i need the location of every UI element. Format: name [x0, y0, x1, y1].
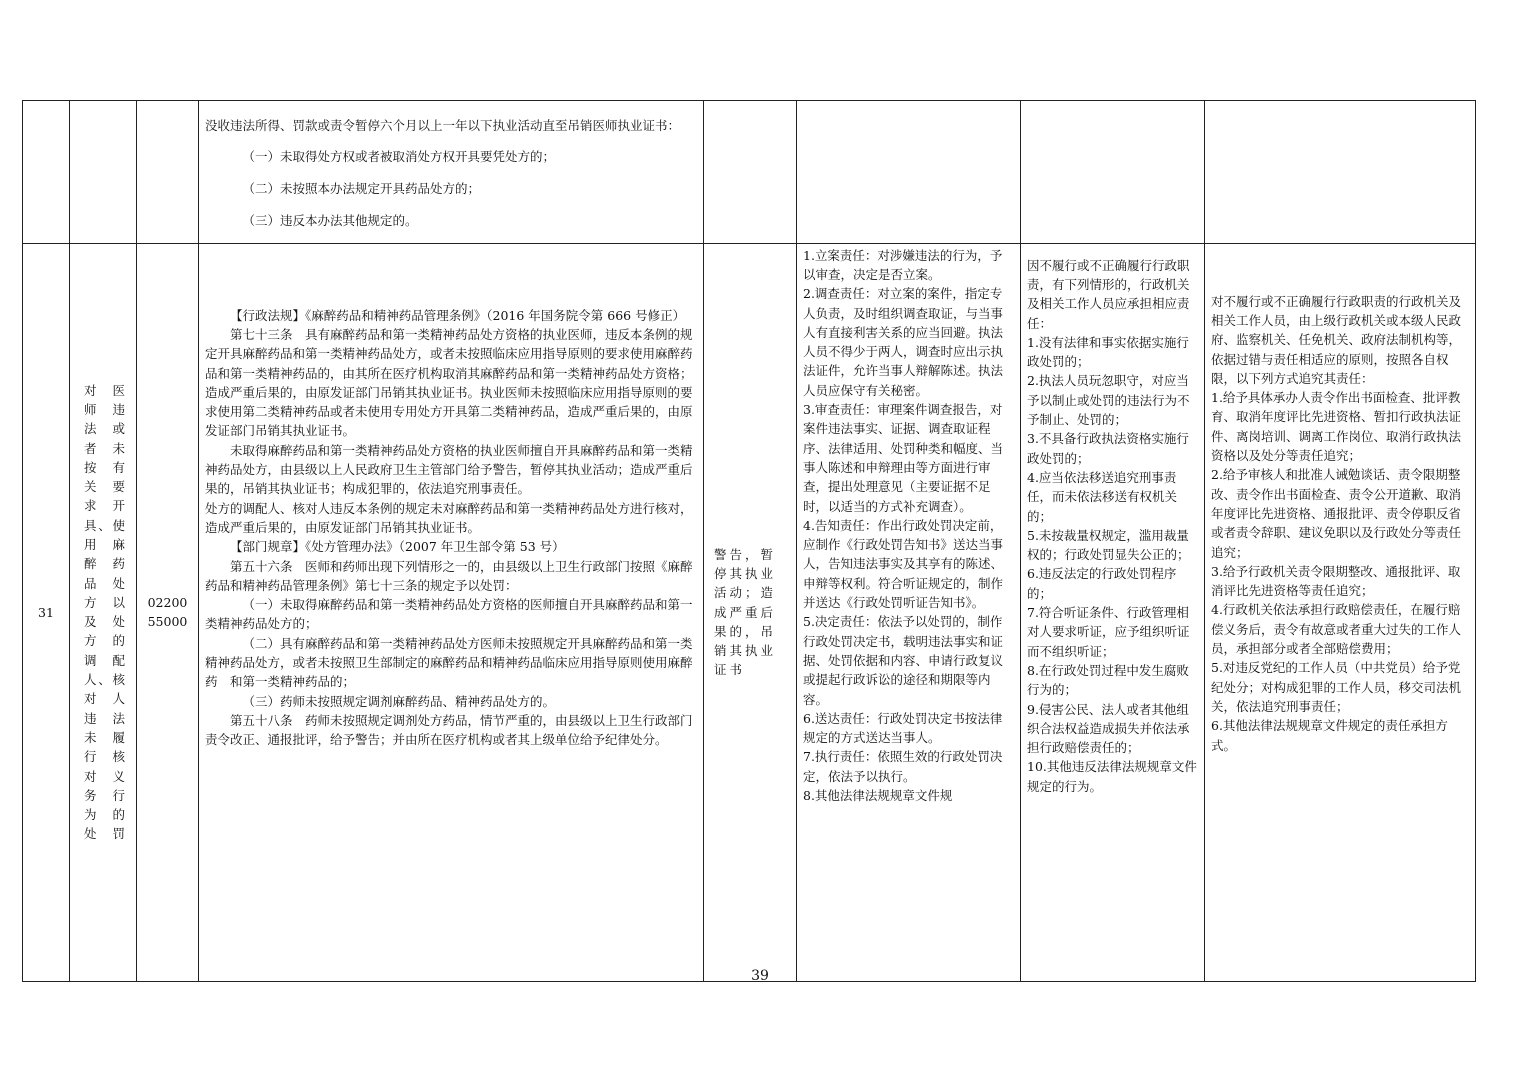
- accountability-item: 9.侵害公民、法人或者其他组织合法权益造成损失并依法承担行政赔偿责任的；: [1027, 701, 1190, 756]
- item-name-line: 具 、 使: [84, 517, 126, 533]
- item-name-line: 为 的: [84, 807, 126, 823]
- item-name: [84, 381, 126, 844]
- item-name-line: 调 配: [84, 652, 126, 668]
- basis-paragraph: （二）未按照本办法规定开具药品处方的；: [242, 181, 481, 197]
- item-name-line: 未 履: [84, 729, 126, 745]
- item-name-line: 品 处: [84, 575, 126, 591]
- basis-paragraph: 【行政法规】《麻醉药品和精神药品管理条例》（2016 年国务院令第 666 号修正）: [230, 307, 686, 323]
- responsibility-item: 2.调查责任：对立案的案件，指定专人负责，及时组织调查取证，与当事人有直接利害关系的应当回避。执法人员不得少于两人，调查时应出示执法证件，允许当事人辩解陈述。执法人员应保守有关秘密。: [803, 286, 1004, 398]
- item-name-line: 用 麻: [84, 537, 126, 552]
- basis-paragraph: （三）药师未按照规定调剂麻醉药品、精神药品处方的。: [242, 693, 556, 709]
- pursuit-item: 1.给予具体承办人责令作出书面检查、批评教育、取消年度评比先进资格、暂扣行政执法证件、离岗培训、调离工作岗位、取消行政执法资格以及处分等责任追究；: [1211, 390, 1462, 464]
- item-name-line: 法 或: [84, 421, 126, 437]
- penalty-text: 警告，暂停其执业活动；造成严重后果的，吊销其执业证书: [714, 546, 777, 678]
- item-name-line: 按 有: [84, 459, 126, 475]
- item-name-line: 求 开: [84, 498, 126, 514]
- item-name-cell: [70, 243, 137, 981]
- accountability-item: 7.符合听证条件、行政管理相对人要求听证，应予组织听证而不组织听证；: [1027, 605, 1190, 659]
- responsibility-item: 7.执行责任：依照生效的行政处罚决定，依法予以执行。: [803, 749, 1003, 784]
- basis-paragraph: 第五十六条 医师和药师出现下列情形之一的，由县级以上卫生行政部门按照《麻醉药品和精神药品管理条例》第七十三条的规定予以处罚：: [205, 558, 693, 593]
- responsibility-item: 4.告知责任：作出行政处罚决定前，应制作《行政处罚告知书》送达当事人，告知违法事实及其享有的陈述、申辩等权利。符合听证规定的，制作并送达《行政处罚听证告知书》。: [803, 517, 1004, 611]
- item-name-line: 人 、 核: [84, 672, 126, 688]
- accountability-item: 3.不具备行政执法资格实施行政处罚的；: [1027, 431, 1189, 466]
- legal-basis-cell: [199, 101, 704, 244]
- pursuit-item: 3.给予行政机关责令限期整改、通报批评、取消评比先进资格等责任追究；: [1211, 563, 1461, 599]
- page-number: 39: [751, 968, 769, 984]
- item-name-line: 醉 药: [84, 556, 126, 572]
- responsibility-item: 8.其他法律法规规章文件规: [803, 788, 953, 803]
- item-name-cell: [70, 101, 137, 244]
- accountability-item: 10.其他违反法律法规规章文件规定的行为。: [1027, 759, 1197, 794]
- pursuit-item: 5.对违反党纪的工作人员（中共党员）给予党纪处分；对构成犯罪的工作人员，移交司法机关，依法追究刑事责任；: [1211, 660, 1462, 714]
- item-code-line: 02200: [147, 594, 188, 610]
- accountability-item: 2.执法人员玩忽职守，对应当予以制止或处罚的违法行为不予制止、处罚的；: [1027, 373, 1190, 428]
- responsibility-text: [803, 246, 1014, 806]
- responsibility-item: 1.立案责任：对涉嫌违法的行为，予以审查，决定是否立案。: [803, 247, 1003, 282]
- responsibility-item: 3.审查责任：审理案件调查报告，对案件违法事实、证据、调查取证程序、法律适用、处罚种类和幅度、当事人陈述和申辩理由等方面进行审查，提出处理意见（主要证据不足时，以适当的方式补充调查）。: [803, 402, 1004, 514]
- responsibility-item: 5.决定责任：依法予以处罚的，制作行政处罚决定书，载明违法事实和证据、处罚依据和内容、申请行政复议或提起行政诉讼的途径和期限等内容。: [803, 614, 1004, 707]
- item-name-line: 对 医: [84, 382, 126, 398]
- item-code-line: 55000: [147, 614, 188, 630]
- item-name-line: 违 法: [84, 710, 126, 726]
- accountability-item: 6.违反法定的行政处罚程序的；: [1027, 566, 1177, 601]
- pursuit-item: 对不履行或不正确履行行政职责的行政机关及相关工作人员，由上级行政机关或本级人民政府、监察机关、任免机关、政府法制机构等，依据过错与责任相适应的原则，按照各自权限，以下列方式追究其责任：: [1211, 293, 1462, 386]
- basis-paragraph: 【部门规章】《处方管理办法》（2007 年卫生部令第 53 号）: [230, 539, 565, 555]
- accountability-item: 因不履行或不正确履行行政职责，有下列情形的，行政机关及相关工作人员应承担相应责任：: [1027, 257, 1190, 331]
- basis-paragraph: （一）未取得处方权或者被取消处方权开具要凭处方的；: [242, 149, 556, 165]
- item-name-line: 行 核: [84, 749, 126, 765]
- pursuit-item: 2.给予审核人和批准人诫勉谈话、责令限期整改、责令作出书面检查、责令公开道歉、取消年度评比先进资格、通报批评、责令停职反省或者责令辞职、建议免职以及行政处分等责任追究；: [1211, 467, 1462, 560]
- penalty-cell: [704, 101, 797, 244]
- accountability-item: 8.在行政处罚过程中发生腐败行为的；: [1027, 662, 1189, 698]
- legal-basis-text: [205, 306, 697, 750]
- basis-paragraph: （三）违反本办法其他规定的。: [242, 212, 418, 228]
- accountability-cell: [1021, 101, 1205, 244]
- item-name-line: 方 以: [84, 594, 126, 610]
- basis-paragraph: 未取得麻醉药品和第一类精神药品处方资格的执业医师擅自开具麻醉药品和第一类精神药品处方，由县级以上人民政府卫生主管部门给予警告，暂停其执业活动；造成严重后果的，吊销其执业证书；构成犯罪的，依法追究刑事责任。: [205, 442, 693, 497]
- accountability-text: [1027, 256, 1198, 796]
- responsibility-cell: [797, 101, 1021, 244]
- accountability-cell: [1021, 243, 1205, 981]
- responsibility-item: 6.送达责任：行政处罚决定书按法律规定的方式送达当事人。: [803, 710, 1003, 746]
- responsibility-cell: [797, 243, 1021, 981]
- accountability-item: 1.没有法律和事实依据实施行政处罚的；: [1027, 334, 1189, 370]
- item-name-line: 及 处: [84, 614, 126, 630]
- basis-paragraph: 第五十八条 药师未按照规定调剂处方药品，情节严重的，由县级以上卫生行政部门责令改正、通报批评，给予警告；并由所在医疗机构或者其上级单位给予纪律处分。: [205, 712, 693, 748]
- pursuit-text: [1211, 292, 1469, 755]
- code-cell: [137, 101, 199, 244]
- basis-paragraph: （一）未取得麻醉药品和第一类精神药品处方资格的医师擅自开具麻醉药品和第一类精神药品处方的；: [205, 597, 693, 632]
- item-name-line: 关 要: [84, 479, 126, 495]
- basis-paragraph: 没收违法所得、罚款或责令暂停六个月以上一年以下执业活动直至吊销医师执业证书：: [205, 117, 681, 133]
- item-name-line: 对 义: [84, 768, 126, 784]
- legal-basis-cell: [199, 243, 704, 981]
- item-name-line: 务 行: [84, 787, 126, 803]
- pursuit-item: 6.其他法律法规规章文件规定的责任承担方式。: [1211, 718, 1448, 753]
- item-name-line: 处 罚: [84, 826, 126, 842]
- item-name-line: 师 违: [84, 401, 126, 417]
- power-list-table: [22, 100, 1476, 982]
- basis-paragraph: 第七十三条 具有麻醉药品和第一类精神药品处方资格的执业医师，违反本条例的规定开具麻醉药品和第一类精神药品处方，或者未按照临床应用指导原则的要求使用麻醉药品和第一类精神药品的，由其所在医疗机构取消其麻醉药品和第一类精神药品处方资格；造成严重后果的，由原发证部门吊销其执业证书。执业医师未按照临床应用指导原则的要求使用第二类精神药品或者未使用专用处方开具第二类精神药品，造成严重后果的，由原发证部门吊销其执业证书。: [205, 326, 693, 439]
- item-name-line: 方 的: [84, 633, 126, 649]
- accountability-item: 5.未按裁量权规定，滥用裁量权的；行政处罚显失公正的；: [1027, 527, 1190, 563]
- item-name-line: 者 未: [84, 440, 126, 456]
- code-cell: [137, 243, 199, 981]
- basis-paragraph: 处方的调配人、核对人违反本条例的规定未对麻醉药品和第一类精神药品处方进行核对，造成严重后果的，由原发证部门吊销其执业证书。: [205, 500, 693, 535]
- row-number-cell: [23, 243, 70, 981]
- row-number-cell: [23, 101, 70, 244]
- pursuit-cell: [1205, 101, 1476, 244]
- row-number: 31: [38, 604, 54, 620]
- pursuit-item: 4.行政机关依法承担行政赔偿责任，在履行赔偿义务后，责令有故意或者重大过失的工作人员，承担部分或者全部赔偿费用；: [1211, 602, 1462, 657]
- pursuit-cell: [1205, 243, 1476, 981]
- accountability-item: 4.应当依法移送追究刑事责任，而未依法移送有权机关的；: [1027, 469, 1178, 524]
- basis-paragraph: （二）具有麻醉药品和第一类精神药品处方医师未按照规定开具麻醉药品和第一类精神药品处方，或者未按照卫生部制定的麻醉药品和精神药品临床应用指导原则使用麻醉药 和第一类精神药品的；: [205, 635, 693, 690]
- penalty-cell: [704, 243, 797, 981]
- table-row: [23, 243, 1476, 981]
- item-name-line: 对 人: [84, 691, 126, 707]
- table-row-continued: [23, 101, 1476, 244]
